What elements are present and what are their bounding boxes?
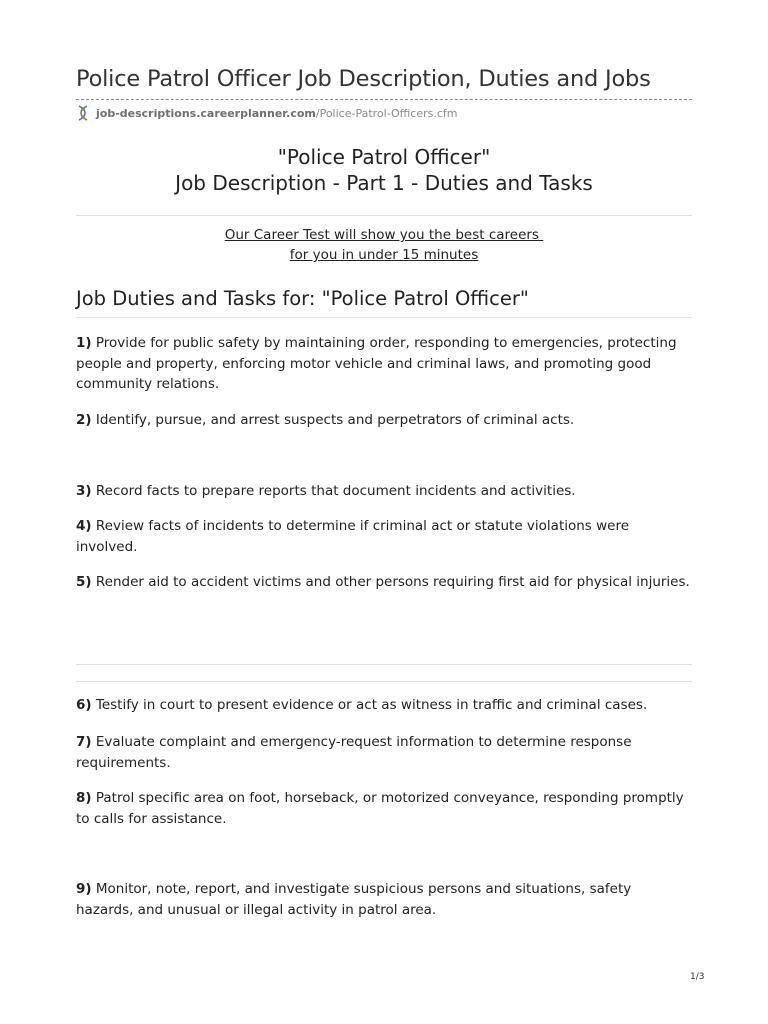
- divider: [76, 681, 692, 682]
- duty-number: 9): [76, 881, 92, 897]
- divider: [76, 317, 692, 318]
- duty-number: 3): [76, 483, 92, 499]
- duty-text: Testify in court to present evidence or act as witness in traffic and criminal cases.: [91, 697, 648, 713]
- source-path[interactable]: /Police-Patrol-Officers.cfm: [315, 106, 458, 120]
- duty-item: [76, 695, 692, 716]
- duty-text: Render aid to accident victims and other persons requiring first aid for physical injuries.: [91, 574, 690, 590]
- duty-number: 4): [76, 518, 92, 534]
- duty-item: [76, 572, 692, 593]
- duty-number: 1): [76, 335, 92, 351]
- source-domain[interactable]: job-descriptions.careerplanner.com: [96, 106, 316, 120]
- dna-helix-icon: [76, 105, 90, 121]
- duty-number: 6): [76, 697, 92, 713]
- duty-text: Identify, pursue, and arrest suspects and perpetrators of criminal acts.: [91, 412, 575, 428]
- page-number: 1/3: [690, 972, 705, 982]
- career-test-link-line-2[interactable]: for you in under 15 minutes: [289, 247, 479, 263]
- job-heading-line-1: "Police Patrol Officer": [277, 145, 491, 169]
- duty-item: [76, 732, 692, 773]
- duty-item: [76, 516, 692, 557]
- duty-number: 8): [76, 790, 92, 806]
- source-url[interactable]: [76, 105, 457, 121]
- duty-item: [76, 481, 692, 502]
- duty-text: Record facts to prepare reports that document incidents and activities.: [91, 483, 576, 499]
- career-test-link-line-1[interactable]: Our Career Test will show you the best careers: [224, 227, 544, 243]
- duty-text: Evaluate complaint and emergency-request information to determine response requirements.: [76, 734, 632, 771]
- duty-item: [76, 333, 692, 395]
- duty-text: Monitor, note, report, and investigate suspicious persons and situations, safety hazards, and unusual or illegal activity in patrol area.: [76, 881, 632, 918]
- divider: [76, 215, 692, 216]
- divider: [76, 664, 692, 665]
- job-description-heading: [76, 144, 692, 196]
- duty-number: 5): [76, 574, 92, 590]
- duty-number: 7): [76, 734, 92, 750]
- duty-item: [76, 410, 692, 431]
- duty-number: 2): [76, 412, 92, 428]
- section-title: Job Duties and Tasks for: "Police Patrol Officer": [76, 287, 529, 310]
- duty-item: [76, 879, 692, 920]
- duty-text: Provide for public safety by maintaining order, responding to emergencies, protecting people and property, enforcing motor vehicle and criminal laws, and promoting good community relations.: [76, 335, 677, 392]
- career-test-link[interactable]: [76, 225, 692, 265]
- page-title: Police Patrol Officer Job Description, Duties and Jobs: [76, 66, 651, 92]
- duty-text: Patrol specific area on foot, horseback, or motorized conveyance, responding promptly to calls for assistance.: [76, 790, 684, 827]
- job-heading-line-2: Job Description - Part 1 - Duties and Tasks: [175, 171, 593, 195]
- title-divider: [76, 99, 692, 100]
- duty-item: [76, 788, 692, 829]
- duty-text: Review facts of incidents to determine if criminal act or statute violations were involved.: [76, 518, 630, 555]
